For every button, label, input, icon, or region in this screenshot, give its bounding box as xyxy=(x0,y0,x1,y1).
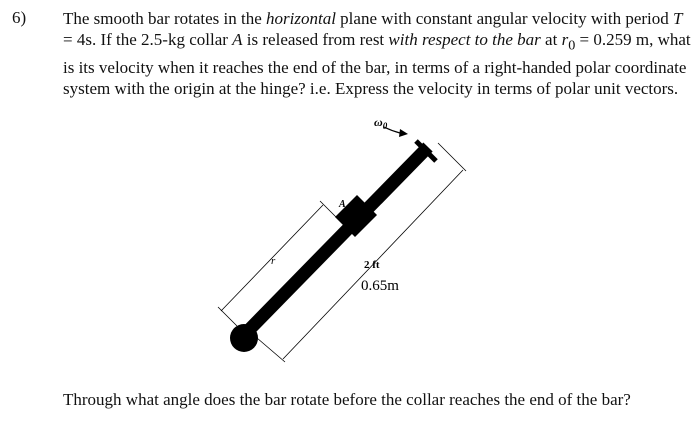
r-subscript: 0 xyxy=(568,37,576,54)
omega-label: $\omega_0$ xyxy=(374,115,388,131)
period-value: = 4s. If the 2.5-kg collar xyxy=(63,30,233,50)
dimension-ext-base xyxy=(257,338,285,362)
problem-after-plane: plane with constant angular velocity with period xyxy=(335,9,673,28)
length-label-ft: 2 ft xyxy=(364,259,380,271)
rest-phrase: with respect to the bar xyxy=(388,30,541,50)
rotating-bar xyxy=(244,147,428,335)
collar-variable: A xyxy=(232,30,243,50)
plane-word: horizontal xyxy=(266,9,336,28)
problem-intro: The smooth bar rotates in the xyxy=(63,9,267,28)
length-label-m: 0.65m xyxy=(361,278,399,294)
collar-a-label: A xyxy=(339,199,346,210)
period-variable: T xyxy=(673,9,683,28)
followup-question: Through what angle does the bar rotate before the collar reaches the end of the bar? xyxy=(63,390,631,409)
question-number: 6) xyxy=(12,8,27,27)
hinge-ball xyxy=(230,324,258,352)
problem-released: is released from rest xyxy=(242,30,389,50)
dimension-ext-end xyxy=(438,143,466,171)
problem-at: at xyxy=(540,30,562,50)
dimension-ext-hinge xyxy=(218,307,237,326)
omega-arrowhead xyxy=(399,129,408,137)
problem-rest-text: = 0.259 m, what is its velocity when it reaches the end of the bar, in terms of a right-handed polar coordinate system with the origin at the hinge? i.e. Express the velocity in terms of polar unit vectors. xyxy=(63,30,691,98)
r-dimension-label: r xyxy=(271,255,276,267)
r-variable: r xyxy=(561,30,569,50)
dimension-ext-collar xyxy=(320,201,338,219)
